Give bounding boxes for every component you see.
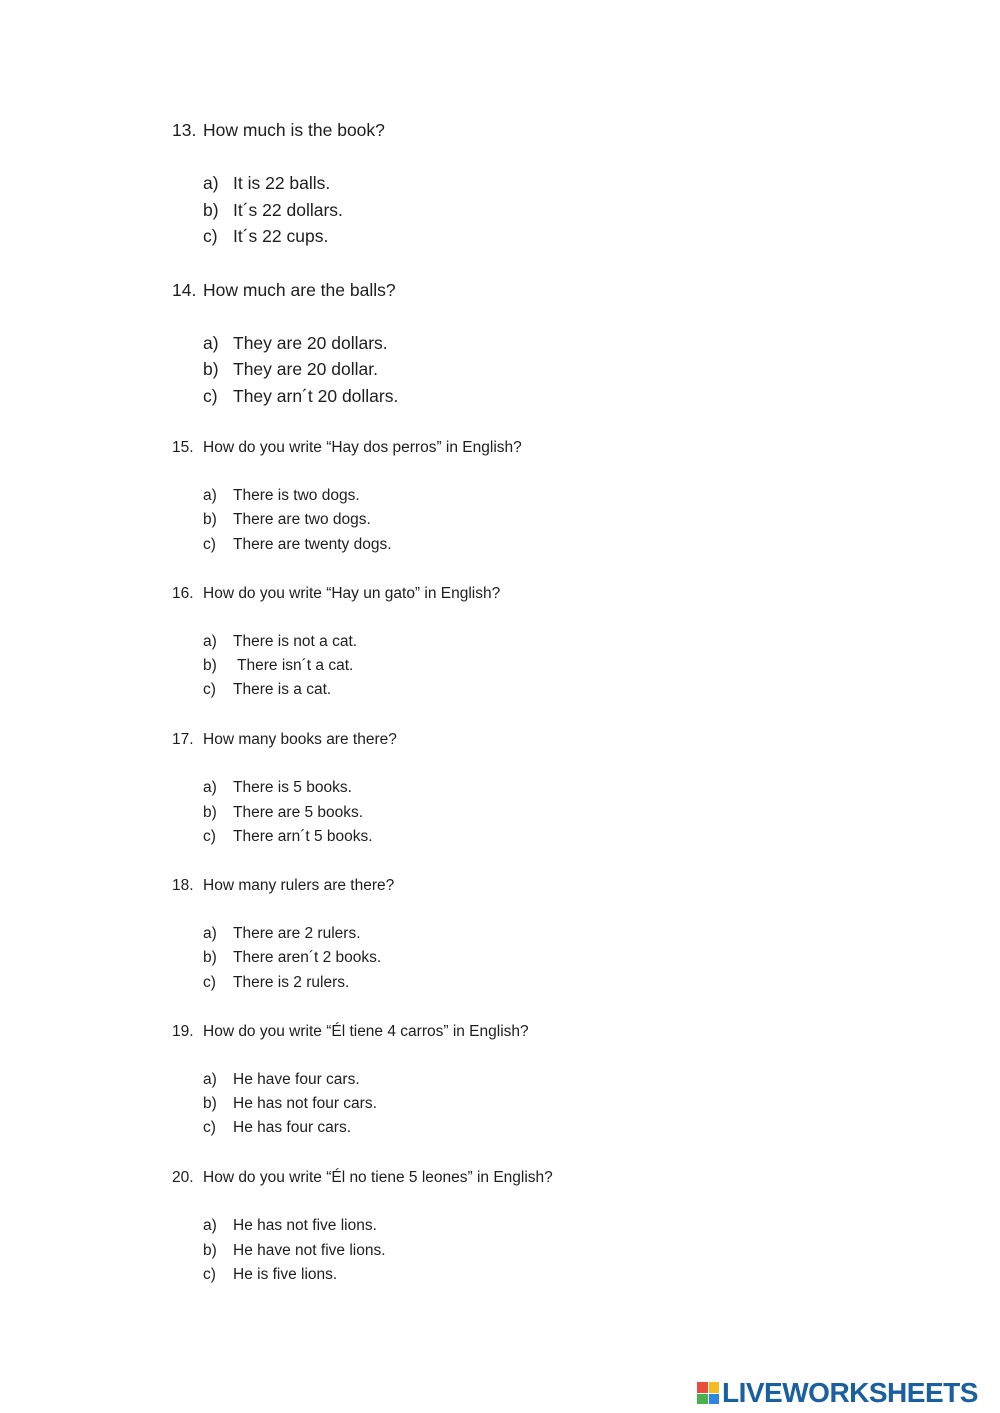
option-13c[interactable]: c) It´s 22 cups. <box>203 226 329 246</box>
option-19a[interactable]: a) He have four cars. <box>203 1071 360 1088</box>
question-13: 13. How much is the book? <box>172 120 385 140</box>
option-13a[interactable]: a) It is 22 balls. <box>203 173 331 193</box>
option-16c[interactable]: c) There is a cat. <box>203 681 332 698</box>
option-18b[interactable]: b) There aren´t 2 books. <box>203 949 382 966</box>
liveworksheets-brand <box>697 1377 978 1409</box>
question-19: 19. How do you write “Él tiene 4 carros” in English? <box>172 1023 529 1040</box>
option-17a[interactable]: a) There is 5 books. <box>203 779 352 796</box>
option-17c[interactable]: c) There arn´t 5 books. <box>203 828 373 845</box>
question-16: 16. How do you write “Hay un gato” in English? <box>172 585 501 602</box>
question-15: 15. How do you write “Hay dos perros” in English? <box>172 439 522 456</box>
option-16b[interactable]: b) There isn´t a cat. <box>203 657 354 674</box>
option-14c[interactable]: c) They arn´t 20 dollars. <box>203 386 399 406</box>
question-14: 14. How much are the balls? <box>172 280 396 300</box>
option-14a[interactable]: a) They are 20 dollars. <box>203 333 388 353</box>
liveworksheets-logo-icon <box>697 1382 719 1404</box>
question-17: 17. How many books are there? <box>172 731 397 748</box>
option-15c[interactable]: c) There are twenty dogs. <box>203 536 392 553</box>
option-18c[interactable]: c) There is 2 rulers. <box>203 974 350 991</box>
option-18a[interactable]: a) There are 2 rulers. <box>203 925 361 942</box>
question-18: 18. How many rulers are there? <box>172 877 395 894</box>
question-20: 20. How do you write “Él no tiene 5 leones” in English? <box>172 1169 553 1186</box>
option-20a[interactable]: a) He has not five lions. <box>203 1217 377 1234</box>
option-16a[interactable]: a) There is not a cat. <box>203 633 358 650</box>
option-20b[interactable]: b) He have not five lions. <box>203 1242 386 1259</box>
brand-wordmark: LIVEWORKSHEETS <box>722 1377 978 1408</box>
option-20c[interactable]: c) He is five lions. <box>203 1266 338 1283</box>
option-19c[interactable]: c) He has four cars. <box>203 1119 352 1136</box>
option-14b[interactable]: b) They are 20 dollar. <box>203 359 378 379</box>
option-13b[interactable]: b) It´s 22 dollars. <box>203 200 343 220</box>
option-19b[interactable]: b) He has not four cars. <box>203 1095 377 1112</box>
option-15b[interactable]: b) There are two dogs. <box>203 511 371 528</box>
option-15a[interactable]: a) There is two dogs. <box>203 487 360 504</box>
option-17b[interactable]: b) There are 5 books. <box>203 804 364 821</box>
